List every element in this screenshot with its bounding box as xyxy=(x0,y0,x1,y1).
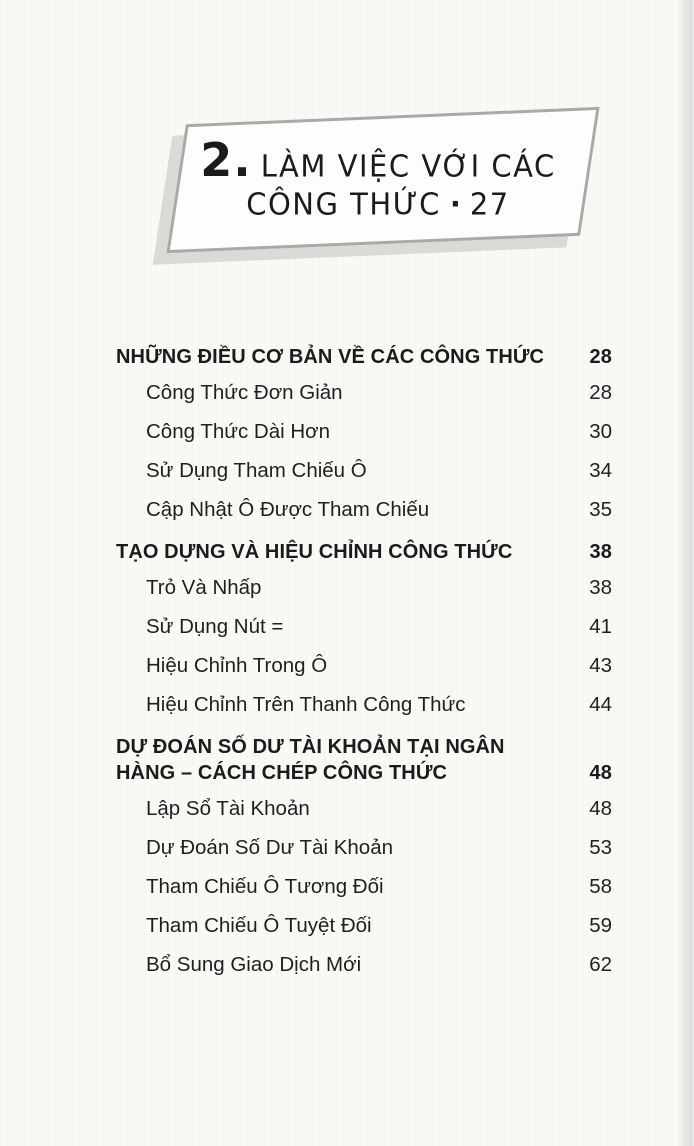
toc-item-page: 35 xyxy=(589,498,612,521)
chapter-title-line1: LÀM VIỆC VỚI CÁC xyxy=(260,148,556,184)
toc-item xyxy=(116,499,612,521)
toc-item xyxy=(116,382,612,404)
chapter-page-number: 27 xyxy=(469,186,510,222)
toc-item-title: Dự Đoán Số Dư Tài Khoản xyxy=(146,836,394,859)
toc-item-page: 58 xyxy=(589,875,612,898)
toc-item xyxy=(116,915,612,937)
toc-item-title: Sử Dụng Tham Chiếu Ô xyxy=(146,459,367,482)
toc-section-header xyxy=(116,344,612,370)
separator-dot: · xyxy=(449,187,461,221)
page-edge-shadow xyxy=(676,0,694,1146)
toc-item-title: Tham Chiếu Ô Tương Đối xyxy=(146,875,384,898)
toc-item-title: Công Thức Đơn Giản xyxy=(146,381,343,404)
toc-item-title: Hiệu Chỉnh Trong Ô xyxy=(146,654,328,677)
toc-item-title: Tham Chiếu Ô Tuyệt Đối xyxy=(146,914,372,937)
table-of-contents xyxy=(116,344,612,993)
chapter-title-line2: CÔNG THỨC xyxy=(246,186,441,222)
toc-item xyxy=(116,421,612,443)
toc-item-page: 48 xyxy=(589,797,612,820)
toc-section-page: 48 xyxy=(589,762,612,784)
toc-item-page: 53 xyxy=(589,836,612,859)
toc-section-page: 38 xyxy=(589,541,612,563)
chapter-banner xyxy=(178,133,578,222)
toc-item xyxy=(116,798,612,820)
toc-item-title: Công Thức Dài Hơn xyxy=(146,420,331,443)
toc-item-page: 41 xyxy=(589,615,612,638)
toc-item xyxy=(116,616,612,638)
toc-item-page: 30 xyxy=(589,420,612,443)
toc-section-create-edit-formulas xyxy=(116,539,612,716)
toc-item xyxy=(116,694,612,716)
toc-item xyxy=(116,655,612,677)
toc-item-page: 62 xyxy=(589,953,612,976)
chapter-banner-line2 xyxy=(178,186,578,222)
toc-section-formula-basics xyxy=(116,344,612,521)
toc-section-header xyxy=(116,734,612,786)
toc-section-header xyxy=(116,539,612,565)
toc-item-title: Cập Nhật Ô Được Tham Chiếu xyxy=(146,498,430,521)
toc-section-title: NHỮNG ĐIỀU CƠ BẢN VỀ CÁC CÔNG THỨC xyxy=(116,346,545,368)
toc-item-page: 43 xyxy=(589,654,612,677)
toc-item-title: Lập Sổ Tài Khoản xyxy=(146,797,310,820)
toc-item-page: 34 xyxy=(589,459,612,482)
toc-item-page: 38 xyxy=(589,576,612,599)
toc-item xyxy=(116,954,612,976)
toc-section-bank-balance-copy-formula xyxy=(116,734,612,976)
toc-item xyxy=(116,876,612,898)
toc-section-title: TẠO DỰNG VÀ HIỆU CHỈNH CÔNG THỨC xyxy=(116,541,513,563)
toc-item xyxy=(116,577,612,599)
toc-item-page: 44 xyxy=(589,693,612,716)
toc-item-title: Bổ Sung Giao Dịch Mới xyxy=(146,953,362,976)
toc-item-page: 59 xyxy=(589,914,612,937)
toc-item-page: 28 xyxy=(589,381,612,404)
toc-item xyxy=(116,837,612,859)
chapter-number: 2. xyxy=(200,133,252,187)
toc-item-title: Hiệu Chỉnh Trên Thanh Công Thức xyxy=(146,693,466,716)
toc-section-title: DỰ ĐOÁN SỐ DƯ TÀI KHOẢN TẠI NGÂN HÀNG – CÁCH CHÉP CÔNG THỨC xyxy=(116,736,505,784)
toc-item-title: Sử Dụng Nút = xyxy=(146,615,284,638)
toc-section-page: 28 xyxy=(589,346,612,368)
toc-item-title: Trỏ Và Nhấp xyxy=(146,576,262,599)
toc-item xyxy=(116,460,612,482)
chapter-banner-line1 xyxy=(178,133,578,187)
